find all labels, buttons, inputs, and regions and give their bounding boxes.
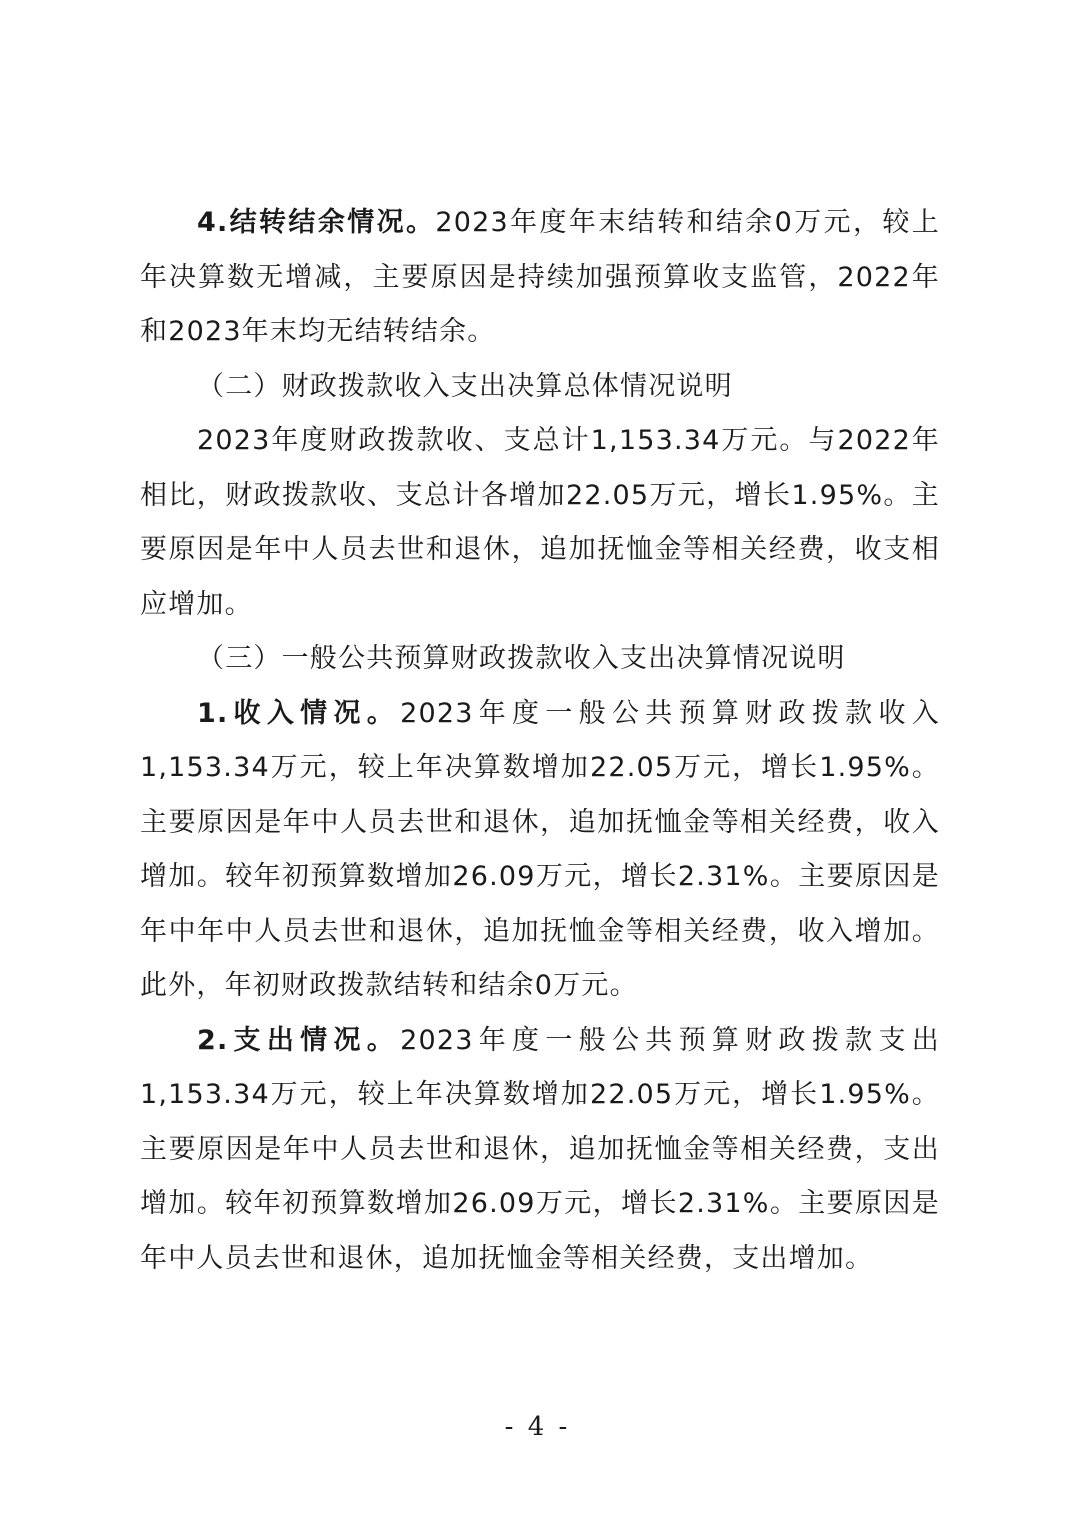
paragraph-carryover — [140, 196, 940, 360]
paragraph-lead: 2.支出情况。 — [197, 1024, 401, 1056]
paragraph-text: 2023年度年末结转和结余0万元，较上年决算数无增减，主要原因是持续加强预算收支监管，2022年和2023年末均无结转结余。 — [140, 207, 941, 347]
paragraph-total — [140, 414, 940, 632]
paragraph-expenditure — [140, 1014, 940, 1287]
section-heading-2: （二）财政拨款收入支出决算总体情况说明 — [197, 370, 733, 402]
paragraph-income — [140, 687, 940, 1014]
paragraph-text: 2023年度一般公共预算财政拨款支出1,153.34万元，较上年决算数增加22.05万元，增长1.95%。主要原因是年中人员去世和退休，追加抚恤金等相关经费，支出增加。较年初预算数增加26.09万元，增长2.31%。主要原因是年中人员去世和退休，追加抚恤金等相关经费，支出增加。 — [140, 1024, 941, 1274]
paragraph-lead: 1.收入情况。 — [197, 697, 401, 729]
section-heading-3: （三）一般公共预算财政拨款收入支出决算情况说明 — [197, 643, 846, 674]
paragraph-text: 2023年度一般公共预算财政拨款收入1,153.34万元，较上年决算数增加22.05万元，增长1.95%。主要原因是年中人员去世和退休，追加抚恤金等相关经费，收入增加。较年初预算数增加26.09万元，增长2.31%。主要原因是年中年中人员去世和退休，追加抚恤金等相关经费，收入增加。此外，年初财政拨款结转和结余0万元。 — [140, 697, 941, 1001]
paragraph-lead: 4.结转结余情况。 — [197, 207, 436, 238]
page-number: - 4 - — [504, 1412, 571, 1442]
document-body — [140, 196, 940, 1286]
paragraph-text: 2023年度财政拨款收、支总计1,153.34万元。与2022年相比，财政拨款收、支总计各增加22.05万元，增长1.95%。主要原因是年中人员去世和退休，追加抚恤金等相关经费，收支相应增加。 — [140, 425, 940, 620]
